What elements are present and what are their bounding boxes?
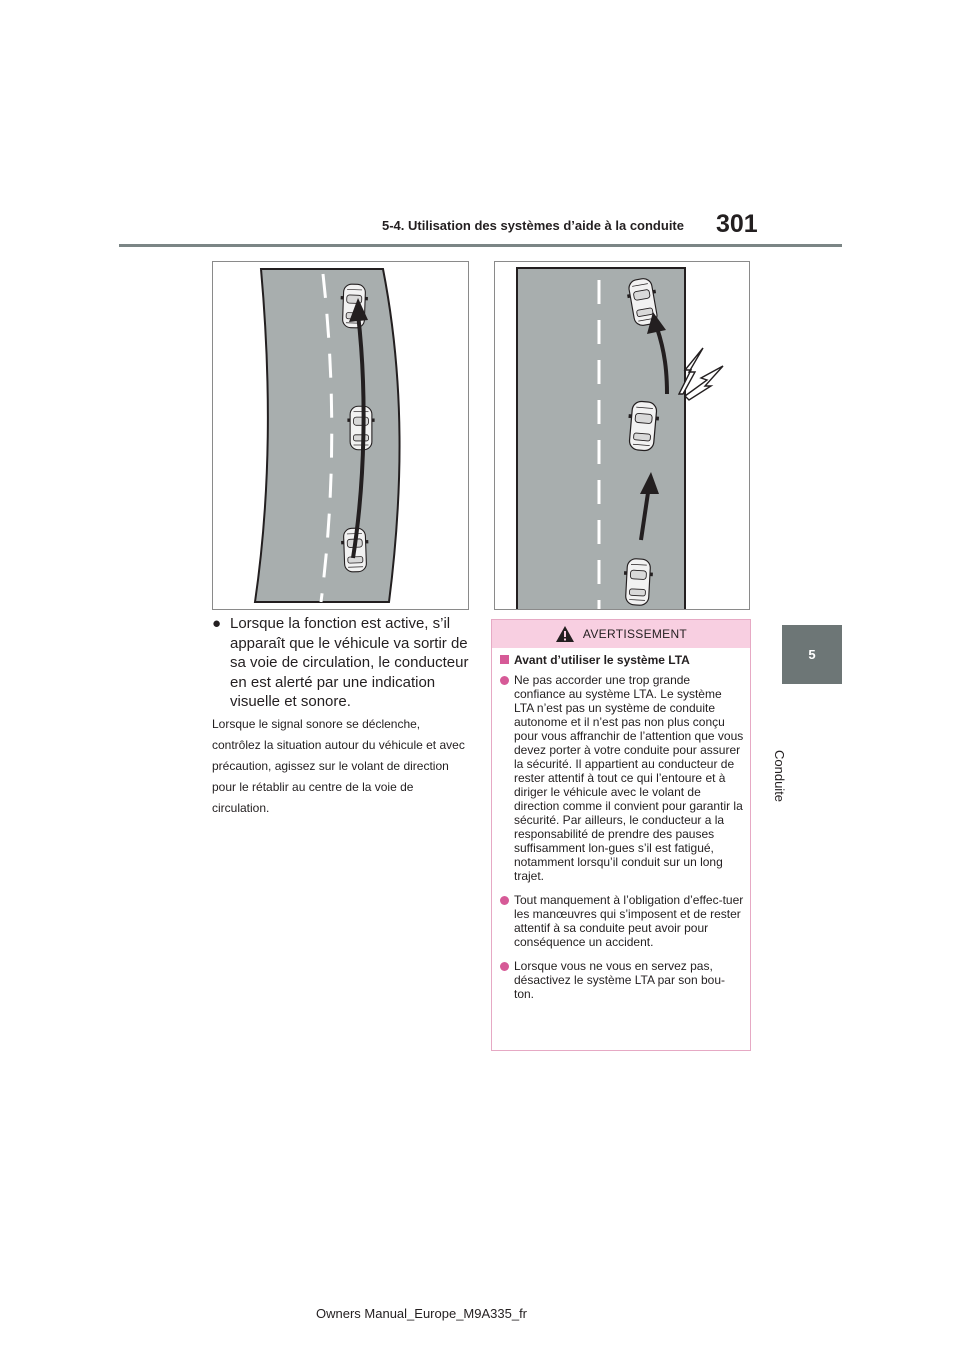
warning-subheading [500, 653, 744, 667]
curved-road-illustration [213, 262, 468, 609]
footer-text: Owners Manual_Europe_M9A335_fr [316, 1306, 528, 1321]
chapter-label-text: Conduite [772, 750, 787, 803]
square-bullet-icon [500, 655, 509, 664]
lane-departure-illustration [495, 262, 749, 609]
page-number: 301 [716, 210, 758, 238]
warning-title: AVERTISSEMENT [582, 627, 688, 641]
round-bullet-icon [500, 896, 509, 905]
chapter-number-tab: 5 [782, 625, 842, 684]
warning-subheading-text: Avant d’utiliser le système LTA [514, 653, 690, 667]
warning-item [500, 673, 744, 883]
header-rule [119, 244, 842, 247]
warning-item-text: Lorsque vous ne vous en servez pas, désactivez le système LTA par son bou-ton. [514, 959, 725, 1001]
warning-triangle-icon [555, 625, 575, 643]
warning-item [500, 959, 744, 1001]
section-title: 5-4. Utilisation des systèmes d’aide à la conduite [382, 218, 684, 233]
warning-item-text: Tout manquement à l’obligation d’effec-tuer les manœuvres qui s’imposent et de rester attentif à sa conduite peut avoir pour conséquence un accident. [514, 893, 744, 949]
chapter-label [772, 695, 805, 803]
body-paragraph: Lorsque le signal sonore se déclenche, contrôlez la situation autour du véhicule et avec précaution, agissez sur le volant de direction pour le rétablir au centre de la voie de circulation. [212, 717, 465, 815]
warning-item [500, 893, 744, 949]
warning-box [491, 619, 751, 1051]
warning-item-text: Ne pas accorder une trop grande confiance au système LTA. Le système LTA n’est pas un système de conduite autonome et il n’est pas non plus conçu pour vous affranchir de l’attention que vous devez porter à votre conduite pour assurer la sécurité. Il appartient au conducteur de rester attentif à tout ce qui l’entoure et à diriger le véhicule avec le volant de direction comme il convient pour garantir la sécurité. Par ailleurs, le conducteur a la responsabilité de prendre des pauses suffisamment lon-gues s’il est fatigué, notamment lorsqu’il conduit sur un long trajet. [514, 673, 744, 883]
bullet-text: Lorsque la fonction est active, s’il apparaît que le véhicule va sortir de sa voie de circulation, le conducteur en est alerté par une indication visuelle et sonore. [230, 615, 469, 710]
round-bullet-icon [500, 676, 509, 685]
lane-departure-alert-icon [494, 261, 750, 610]
warning-body [492, 648, 750, 1001]
round-bullet-icon [500, 962, 509, 971]
bullet-paragraph [212, 614, 472, 712]
curved-road-lane-tracing-icon [212, 261, 469, 610]
bullet-dot-icon: ● [212, 615, 222, 632]
warning-header [492, 620, 750, 648]
